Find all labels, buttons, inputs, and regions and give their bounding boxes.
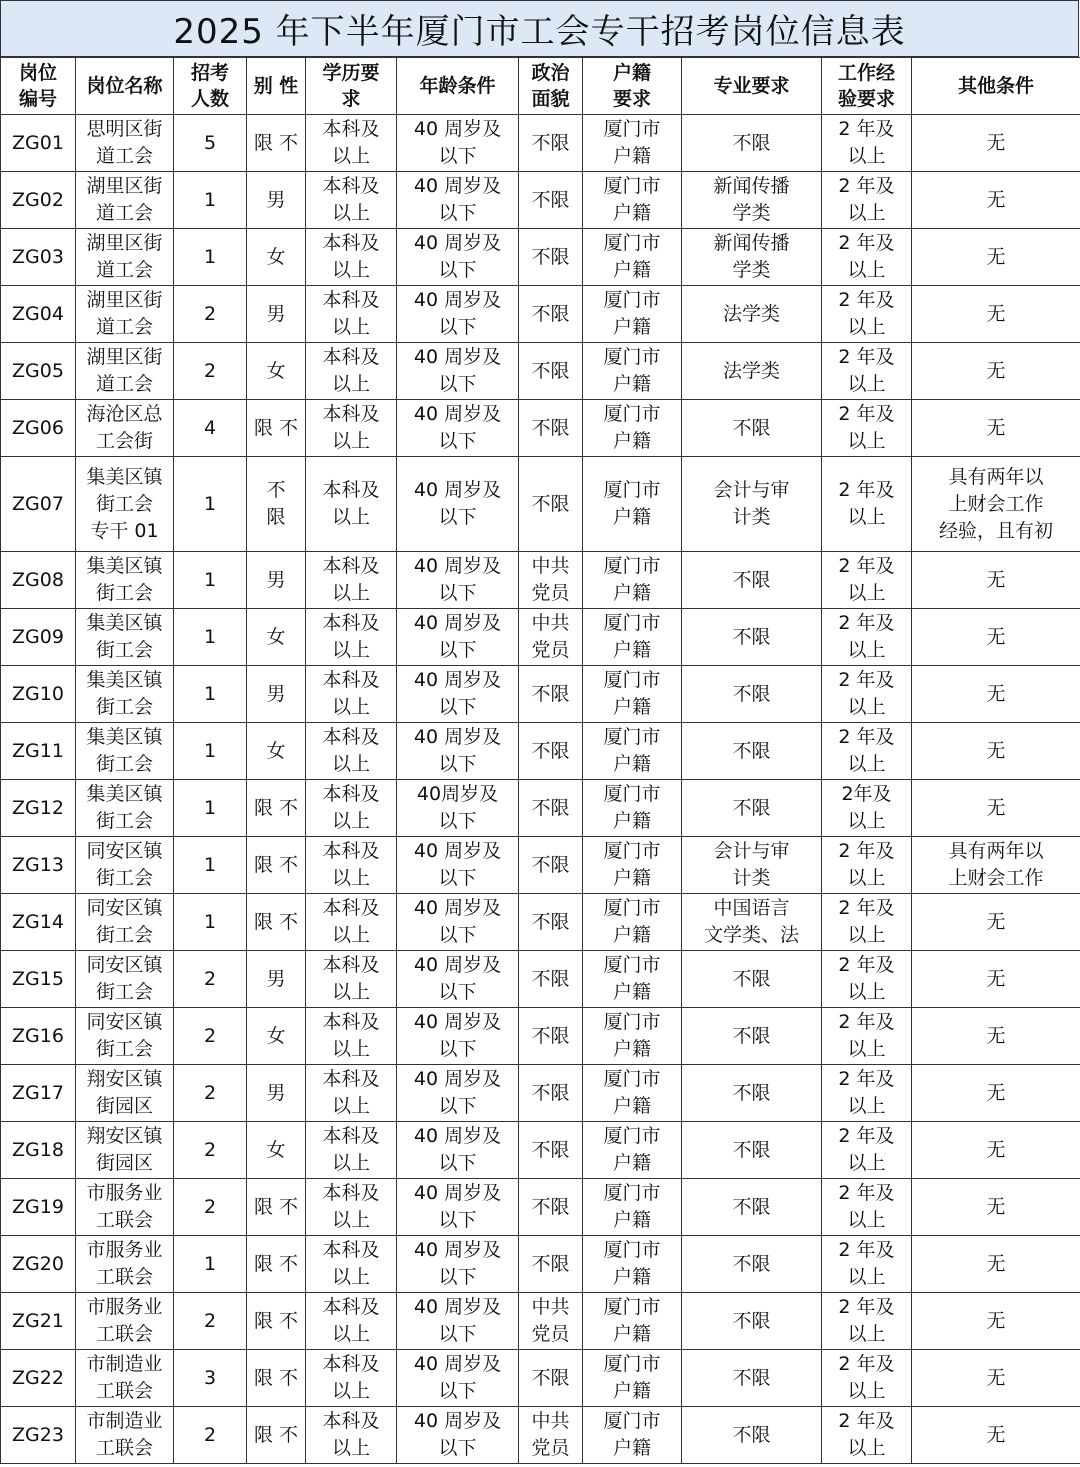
cell-age: 40周岁及 以下 [397,780,519,837]
cell-experience: 2 年及 以上 [822,115,912,172]
cell-political: 不限 [519,1008,583,1065]
cell-political: 不限 [519,343,583,400]
cell-education: 本科及 以上 [306,286,397,343]
cell-code: ZG13 [1,837,76,894]
cell-education: 本科及 以上 [306,780,397,837]
cell-political: 不限 [519,780,583,837]
cell-experience: 2 年及 以上 [822,894,912,951]
header-major: 专业要求 [682,58,822,115]
cell-political: 不限 [519,286,583,343]
cell-education: 本科及 以上 [306,400,397,457]
cell-code: ZG14 [1,894,76,951]
cell-code: ZG05 [1,343,76,400]
cell-gender: 女 [247,609,306,666]
cell-age: 40 周岁及 以下 [397,1350,519,1407]
cell-other: 无 [912,780,1080,837]
cell-gender: 限 不 [247,400,306,457]
cell-political: 不限 [519,951,583,1008]
cell-major: 法学类 [682,286,822,343]
cell-code: ZG04 [1,286,76,343]
cell-political: 不限 [519,894,583,951]
cell-gender: 限 不 [247,1236,306,1293]
cell-headcount: 1 [174,894,247,951]
cell-hukou: 厦门市 户籍 [583,457,682,552]
cell-major: 新闻传播 学类 [682,172,822,229]
cell-political: 不限 [519,837,583,894]
cell-experience: 2 年及 以上 [822,343,912,400]
cell-other: 无 [912,229,1080,286]
header-other-conditions: 其他条件 [912,58,1080,115]
cell-other: 无 [912,951,1080,1008]
cell-political: 不限 [519,1179,583,1236]
cell-age: 40 周岁及 以下 [397,343,519,400]
cell-hukou: 厦门市 户籍 [583,723,682,780]
header-headcount: 招考 人数 [174,58,247,115]
cell-name: 市制造业 工联会 [76,1407,174,1464]
cell-education: 本科及 以上 [306,1065,397,1122]
header-position-code: 岗位 编号 [1,58,76,115]
cell-experience: 2 年及 以上 [822,1293,912,1350]
cell-political: 中共 党员 [519,1407,583,1464]
cell-name: 湖里区街 道工会 [76,343,174,400]
cell-hukou: 厦门市 户籍 [583,229,682,286]
cell-headcount: 3 [174,1350,247,1407]
cell-experience: 2 年及 以上 [822,723,912,780]
cell-age: 40 周岁及 以下 [397,115,519,172]
cell-gender: 限 不 [247,780,306,837]
table-row [1,1407,1080,1464]
cell-experience: 2 年及 以上 [822,1407,912,1464]
table-row [1,400,1080,457]
cell-education: 本科及 以上 [306,1122,397,1179]
cell-hukou: 厦门市 户籍 [583,1065,682,1122]
cell-other: 无 [912,115,1080,172]
header-political-status: 政治 面貌 [519,58,583,115]
cell-age: 40 周岁及 以下 [397,457,519,552]
cell-hukou: 厦门市 户籍 [583,1008,682,1065]
cell-name: 市制造业 工联会 [76,1350,174,1407]
cell-name: 市服务业 工联会 [76,1293,174,1350]
cell-experience: 2 年及 以上 [822,552,912,609]
table-row [1,229,1080,286]
cell-headcount: 2 [174,1008,247,1065]
cell-major: 不限 [682,400,822,457]
cell-hukou: 厦门市 户籍 [583,286,682,343]
cell-gender: 限 不 [247,1179,306,1236]
table-row [1,666,1080,723]
cell-name: 集美区镇 街工会 [76,609,174,666]
cell-name: 市服务业 工联会 [76,1236,174,1293]
cell-age: 40 周岁及 以下 [397,286,519,343]
cell-code: ZG08 [1,552,76,609]
cell-other: 无 [912,1008,1080,1065]
cell-other: 无 [912,609,1080,666]
cell-experience: 2 年及 以上 [822,1236,912,1293]
cell-code: ZG18 [1,1122,76,1179]
cell-other: 无 [912,1407,1080,1464]
table-row [1,343,1080,400]
cell-other: 无 [912,666,1080,723]
table-row [1,1122,1080,1179]
cell-gender: 男 [247,1065,306,1122]
cell-gender: 女 [247,1122,306,1179]
cell-major: 不限 [682,115,822,172]
cell-headcount: 1 [174,457,247,552]
cell-code: ZG23 [1,1407,76,1464]
cell-age: 40 周岁及 以下 [397,172,519,229]
header-row [1,58,1080,115]
cell-gender: 男 [247,172,306,229]
cell-hukou: 厦门市 户籍 [583,115,682,172]
cell-hukou: 厦门市 户籍 [583,1122,682,1179]
cell-education: 本科及 以上 [306,723,397,780]
cell-code: ZG07 [1,457,76,552]
cell-education: 本科及 以上 [306,894,397,951]
table-row [1,894,1080,951]
cell-experience: 2 年及 以上 [822,1179,912,1236]
cell-code: ZG15 [1,951,76,1008]
cell-headcount: 2 [174,1065,247,1122]
table-row [1,1065,1080,1122]
cell-gender: 男 [247,286,306,343]
cell-name: 同安区镇 街工会 [76,951,174,1008]
cell-political: 不限 [519,1236,583,1293]
cell-political: 不限 [519,115,583,172]
cell-age: 40 周岁及 以下 [397,1179,519,1236]
cell-name: 集美区镇 街工会 [76,666,174,723]
cell-other: 无 [912,1122,1080,1179]
cell-political: 不限 [519,666,583,723]
cell-hukou: 厦门市 户籍 [583,1407,682,1464]
cell-political: 不限 [519,1350,583,1407]
header-gender: 别 性 [247,58,306,115]
cell-headcount: 2 [174,343,247,400]
cell-education: 本科及 以上 [306,666,397,723]
cell-experience: 2 年及 以上 [822,400,912,457]
cell-name: 湖里区街 道工会 [76,229,174,286]
cell-code: ZG06 [1,400,76,457]
cell-major: 会计与审 计类 [682,457,822,552]
cell-major: 不限 [682,1407,822,1464]
cell-headcount: 2 [174,1122,247,1179]
cell-other: 无 [912,1179,1080,1236]
cell-age: 40 周岁及 以下 [397,1293,519,1350]
cell-gender: 男 [247,666,306,723]
cell-political: 中共 党员 [519,552,583,609]
cell-political: 中共 党员 [519,1293,583,1350]
cell-code: ZG12 [1,780,76,837]
cell-political: 不限 [519,1122,583,1179]
cell-experience: 2 年及 以上 [822,951,912,1008]
cell-other: 无 [912,172,1080,229]
cell-major: 中国语言 文学类、法 [682,894,822,951]
cell-code: ZG17 [1,1065,76,1122]
cell-major: 不限 [682,1350,822,1407]
cell-education: 本科及 以上 [306,609,397,666]
cell-major: 不限 [682,1122,822,1179]
cell-major: 不限 [682,951,822,1008]
cell-code: ZG21 [1,1293,76,1350]
cell-hukou: 厦门市 户籍 [583,1179,682,1236]
cell-headcount: 1 [174,172,247,229]
cell-experience: 2 年及 以上 [822,1065,912,1122]
cell-headcount: 1 [174,552,247,609]
cell-major: 会计与审 计类 [682,837,822,894]
cell-code: ZG11 [1,723,76,780]
cell-experience: 2 年及 以上 [822,837,912,894]
table-row [1,951,1080,1008]
cell-headcount: 1 [174,229,247,286]
cell-major: 不限 [682,1179,822,1236]
cell-other: 无 [912,400,1080,457]
cell-education: 本科及 以上 [306,1236,397,1293]
cell-experience: 2 年及 以上 [822,1122,912,1179]
cell-headcount: 5 [174,115,247,172]
cell-headcount: 2 [174,1407,247,1464]
cell-experience: 2年及 以上 [822,780,912,837]
table-row [1,172,1080,229]
cell-major: 法学类 [682,343,822,400]
cell-name: 同安区镇 街工会 [76,894,174,951]
header-work-experience: 工作经 验要求 [822,58,912,115]
cell-major: 不限 [682,1293,822,1350]
cell-hukou: 厦门市 户籍 [583,1293,682,1350]
cell-code: ZG19 [1,1179,76,1236]
cell-hukou: 厦门市 户籍 [583,343,682,400]
cell-gender: 女 [247,1008,306,1065]
cell-name: 湖里区街 道工会 [76,172,174,229]
cell-age: 40 周岁及 以下 [397,400,519,457]
table-row [1,1179,1080,1236]
cell-education: 本科及 以上 [306,115,397,172]
cell-name: 海沧区总 工会街 [76,400,174,457]
cell-hukou: 厦门市 户籍 [583,400,682,457]
cell-gender: 不 限 [247,457,306,552]
table-row [1,1236,1080,1293]
cell-other: 无 [912,1065,1080,1122]
cell-major: 不限 [682,1236,822,1293]
cell-education: 本科及 以上 [306,1179,397,1236]
cell-age: 40 周岁及 以下 [397,894,519,951]
table-row [1,780,1080,837]
table-row [1,723,1080,780]
cell-age: 40 周岁及 以下 [397,723,519,780]
cell-age: 40 周岁及 以下 [397,1008,519,1065]
cell-education: 本科及 以上 [306,837,397,894]
cell-other: 无 [912,1236,1080,1293]
cell-education: 本科及 以上 [306,172,397,229]
cell-age: 40 周岁及 以下 [397,552,519,609]
cell-name: 湖里区街 道工会 [76,286,174,343]
cell-education: 本科及 以上 [306,1293,397,1350]
cell-headcount: 2 [174,951,247,1008]
cell-hukou: 厦门市 户籍 [583,1350,682,1407]
cell-experience: 2 年及 以上 [822,457,912,552]
cell-hukou: 厦门市 户籍 [583,894,682,951]
cell-code: ZG03 [1,229,76,286]
cell-code: ZG10 [1,666,76,723]
cell-experience: 2 年及 以上 [822,666,912,723]
cell-headcount: 1 [174,837,247,894]
cell-education: 本科及 以上 [306,343,397,400]
table-row [1,457,1080,552]
cell-gender: 限 不 [247,1350,306,1407]
cell-gender: 女 [247,229,306,286]
header-age: 年龄条件 [397,58,519,115]
cell-education: 本科及 以上 [306,552,397,609]
cell-code: ZG01 [1,115,76,172]
cell-political: 不限 [519,172,583,229]
cell-code: ZG20 [1,1236,76,1293]
header-education: 学历要 求 [306,58,397,115]
cell-major: 不限 [682,609,822,666]
cell-other: 无 [912,1350,1080,1407]
cell-name: 集美区镇 街工会 [76,780,174,837]
cell-education: 本科及 以上 [306,1407,397,1464]
table-row [1,286,1080,343]
cell-age: 40 周岁及 以下 [397,1236,519,1293]
cell-gender: 限 不 [247,894,306,951]
cell-hukou: 厦门市 户籍 [583,172,682,229]
cell-major: 不限 [682,1065,822,1122]
cell-experience: 2 年及 以上 [822,1008,912,1065]
cell-gender: 女 [247,343,306,400]
cell-gender: 女 [247,723,306,780]
cell-other: 无 [912,343,1080,400]
cell-other: 具有两年以 上财会工作 [912,837,1080,894]
cell-headcount: 1 [174,723,247,780]
cell-hukou: 厦门市 户籍 [583,552,682,609]
table-row [1,552,1080,609]
cell-other: 具有两年以 上财会工作 经验，且有初 [912,457,1080,552]
cell-code: ZG09 [1,609,76,666]
cell-age: 40 周岁及 以下 [397,951,519,1008]
header-household-registration: 户籍 要求 [583,58,682,115]
cell-code: ZG16 [1,1008,76,1065]
cell-headcount: 4 [174,400,247,457]
cell-gender: 限 不 [247,1293,306,1350]
cell-political: 不限 [519,229,583,286]
cell-major: 新闻传播 学类 [682,229,822,286]
cell-name: 集美区镇 街工会 [76,723,174,780]
cell-hukou: 厦门市 户籍 [583,666,682,723]
cell-age: 40 周岁及 以下 [397,1122,519,1179]
cell-other: 无 [912,723,1080,780]
cell-hukou: 厦门市 户籍 [583,837,682,894]
cell-headcount: 1 [174,780,247,837]
table-row [1,1350,1080,1407]
cell-experience: 2 年及 以上 [822,609,912,666]
table-row [1,837,1080,894]
cell-name: 集美区镇 街工会 [76,552,174,609]
cell-name: 思明区街 道工会 [76,115,174,172]
header-position-name: 岗位名称 [76,58,174,115]
cell-name: 同安区镇 街工会 [76,1008,174,1065]
cell-code: ZG02 [1,172,76,229]
cell-major: 不限 [682,780,822,837]
cell-headcount: 1 [174,666,247,723]
cell-experience: 2 年及 以上 [822,229,912,286]
cell-name: 翔安区镇 街园区 [76,1065,174,1122]
cell-gender: 限 不 [247,1407,306,1464]
cell-gender: 限 不 [247,837,306,894]
cell-age: 40 周岁及 以下 [397,229,519,286]
cell-headcount: 2 [174,1179,247,1236]
cell-age: 40 周岁及 以下 [397,837,519,894]
cell-age: 40 周岁及 以下 [397,666,519,723]
cell-other: 无 [912,1293,1080,1350]
cell-education: 本科及 以上 [306,229,397,286]
cell-headcount: 1 [174,1236,247,1293]
cell-age: 40 周岁及 以下 [397,1407,519,1464]
cell-gender: 男 [247,951,306,1008]
cell-political: 不限 [519,457,583,552]
cell-political: 不限 [519,1065,583,1122]
cell-code: ZG22 [1,1350,76,1407]
table-row [1,1293,1080,1350]
cell-name: 同安区镇 街工会 [76,837,174,894]
cell-experience: 2 年及 以上 [822,1350,912,1407]
cell-headcount: 1 [174,609,247,666]
cell-education: 本科及 以上 [306,457,397,552]
cell-age: 40 周岁及 以下 [397,609,519,666]
cell-headcount: 2 [174,1293,247,1350]
table-row [1,609,1080,666]
table-row [1,1008,1080,1065]
cell-headcount: 2 [174,286,247,343]
cell-other: 无 [912,894,1080,951]
cell-major: 不限 [682,1008,822,1065]
cell-political: 中共 党员 [519,609,583,666]
positions-table [0,57,1080,1464]
table-row [1,115,1080,172]
cell-experience: 2 年及 以上 [822,286,912,343]
cell-education: 本科及 以上 [306,951,397,1008]
cell-name: 翔安区镇 街园区 [76,1122,174,1179]
cell-education: 本科及 以上 [306,1008,397,1065]
cell-gender: 男 [247,552,306,609]
cell-other: 无 [912,286,1080,343]
cell-other: 无 [912,552,1080,609]
cell-major: 不限 [682,666,822,723]
cell-major: 不限 [682,723,822,780]
cell-hukou: 厦门市 户籍 [583,609,682,666]
cell-experience: 2 年及 以上 [822,172,912,229]
cell-political: 不限 [519,723,583,780]
cell-major: 不限 [682,552,822,609]
cell-political: 不限 [519,400,583,457]
cell-education: 本科及 以上 [306,1350,397,1407]
cell-name: 市服务业 工联会 [76,1179,174,1236]
cell-hukou: 厦门市 户籍 [583,951,682,1008]
cell-hukou: 厦门市 户籍 [583,1236,682,1293]
cell-age: 40 周岁及 以下 [397,1065,519,1122]
cell-name: 集美区镇 街工会 专干 01 [76,457,174,552]
cell-gender: 限 不 [247,115,306,172]
table-title: 2025 年下半年厦门市工会专干招考岗位信息表 [0,0,1079,57]
cell-hukou: 厦门市 户籍 [583,780,682,837]
